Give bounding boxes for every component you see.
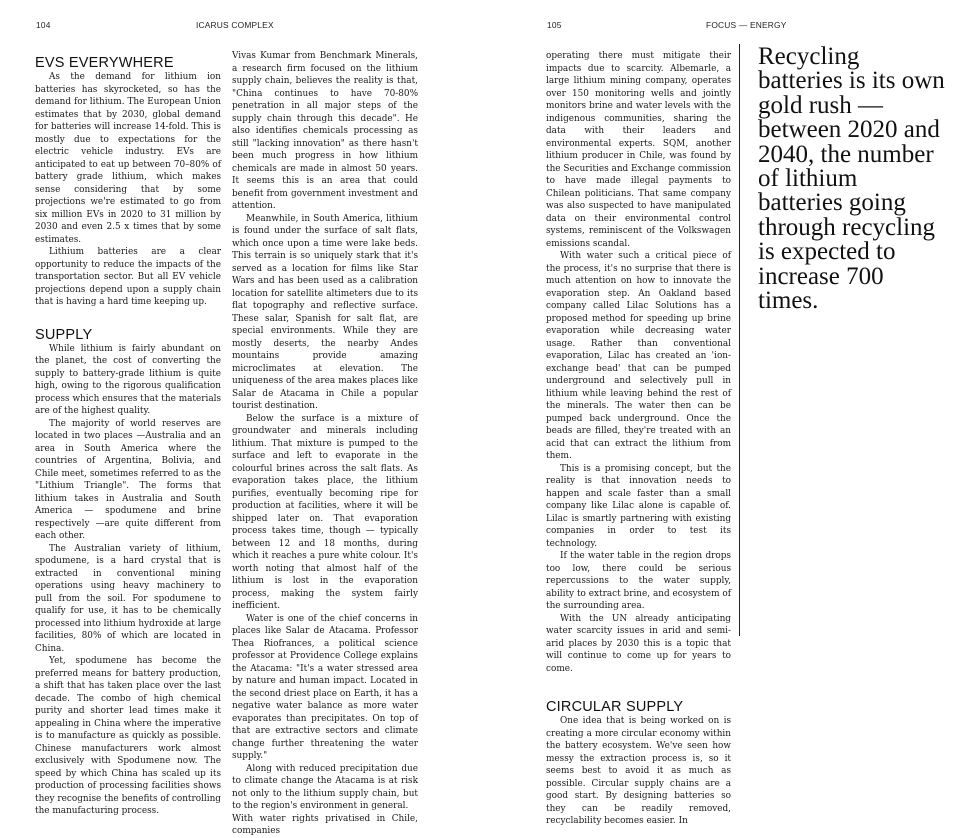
- section-heading-circular-supply: CIRCULAR SUPPLY: [546, 699, 684, 715]
- left-page: [0, 0, 481, 836]
- paragraph: The Australian variety of lithium, spodumene, is a hard crystal that is extracted in conventional mining operations using heavy machinery to pull from the soil. For spodumene to qualify for use, it has to be chemically processed into lithium hydroxide at large facilities, 80% of which are located in China.: [35, 543, 221, 654]
- paragraph: With water such a critical piece of the process, it's no surprise that there is much attention on how to innovate the evaporation step. An Oakland based company called Lilac Solutions has a proposed method for speeding up brine evaporation while decreasing water usage. Rather than conventional evaporation, Lilac has created an 'ion-exchange bead' that can be pumped underground and selectively pull in lithium while leaving behind the rest of the minerals. The water then can be pumped back underground. Once the beads are filled, they're treated with an acid that can extract the lithium from them.: [546, 251, 731, 461]
- paragraph: Meanwhile, in South America, lithium is found under the surface of salt flats, which once upon a time were lake beds. This terrain is so uniquely stark that it's served as a location for films like Star Wars and has been used as a calibration location for satellite altimeters due to its flat topography and reflective surface. These salar, Spanish for salt flat, are special environments. While they are mostly deserts, the nearby Andes mountains provide amazing microclimates at elevation. The uniqueness of the area makes places like Salar de Atacama in Chile a popular tourist destination.: [232, 213, 418, 411]
- paragraph: operating there must mitigate their impacts due to scarcity. Albemarle, a large lithium mining company, operates over 150 monitoring wells and jointly monitors brine and water levels with the indigenous communities, sharing the data with their leaders and environmental experts. SQM, another lithium producer in Chile, was found by the Securities and Exchange commission to have made illegal payments to Chilean politicians. That same company was also suspected to have manipulated data on their environmental control systems, reminiscent of the Volkswagen emissions scandal.: [546, 51, 731, 249]
- right-column-1: [546, 50, 731, 826]
- paragraph: Below the surface is a mixture of groundwater and minerals including lithium. That mixture is pumped to the surface and left to evaporate in the colourful brines across the salt flats. As evaporation takes place, the lithium purifies, eventually becoming ripe for production at facilities, where it will be shipped later on. That evaporation process takes time, though — typically between 12 and 18 months, during which it reaches a pure white colour. It's worth noting that almost half of the lithium is lost in the evaporation process, making the system fairly inefficient.: [232, 413, 418, 611]
- page-number-left: 104: [36, 20, 51, 30]
- running-head-right: FOCUS — ENERGY: [706, 20, 787, 30]
- pull-quote: Recycling batteries is its own gold rush — between 2020 and 2040, the number of lithium batteries going through recycling is expected to increase 700 times.: [758, 43, 945, 315]
- paragraph: This is a promising concept, but the reality is that innovation needs to happen and scale faster than a small company like Lilac alone is capable of. Lilac is smartly partnering with existing companies in order to test its technology.: [546, 463, 731, 549]
- paragraph: One idea that is being worked on is creating a more circular economy within the battery ecosystem. We've seen how messy the extraction process is, so it seems best to avoid it as much as possible. Circular supply chains are a good start. By designing batteries so they can be readily removed, recyclability becomes easier. In: [546, 716, 731, 826]
- pull-quote-divider: [739, 44, 740, 636]
- paragraph: Along with reduced precipitation due to climate change the Atacama is at risk not only to the lithium supply chain, but to the region's environment in general.: [232, 763, 418, 811]
- paragraph: If the water table in the region drops too low, there could be serious repercussions to the water supply, ability to extract brine, and ecosystem of the surrounding area.: [546, 551, 731, 611]
- paragraph: Lithium batteries are a clear opportunity to reduce the impacts of the transportation sector. But all EV vehicle projections depend upon a supply chain that is having a hard time keeping up.: [35, 247, 221, 307]
- left-column-1: [35, 55, 221, 816]
- paragraph: With water rights privatised in Chile, companies: [232, 813, 418, 836]
- page-number-right: 105: [547, 20, 562, 30]
- paragraph: With the UN already anticipating water scarcity issues in arid and semi-arid places by 2030 this is a topic that will continue to come up for years to come.: [546, 613, 731, 674]
- section-heading-supply: SUPPLY: [35, 326, 93, 343]
- paragraph: As the demand for lithium ion batteries has skyrocketed, so has the demand for lithium. The European Union estimates that by 2030, global demand for batteries will increase 14-fold. This is mostly due to expectations for the electric vehicle industry. EVs are anticipated to eat up between 70–80% of battery grade lithium, which makes sense considering that by some projections we're estimated to go from six million EVs in 2020 to 31 million by 2030 and even 2.5 x times that by some estimates.: [35, 72, 221, 245]
- paragraph: While lithium is fairly abundant on the planet, the cost of converting the supply to battery-grade lithium is quite high, owing to the rigorous qualification process which ensures that the materials are of the highest quality.: [35, 343, 221, 416]
- left-column-2: [232, 50, 418, 836]
- section-heading-evs-everywhere: EVS EVERYWHERE: [35, 55, 174, 71]
- paragraph: Yet, spodumene has become the preferred means for battery production, a shift that has taken place over the last decade. The combo of high chemical purity and shorter lead times make it appealing in China where the imperative is to manufacture as quickly as possible. Chinese manufacturers work almost exclusively with Spodumene now. The speed by which China has scaled up its production of processing facilities shows they recognise the benefits of controlling the manufacturing process.: [35, 656, 221, 816]
- running-head-left: ICARUS COMPLEX: [196, 20, 274, 30]
- paragraph: The majority of world reserves are located in two places —Australia and an area in South America where the countries of Argentina, Bolivia, and Chile meet, sometimes referred to as the "Lithium Triangle". The forms that lithium takes in Australia and South America — spodumene and brine respectively —are quite different from each other.: [35, 418, 221, 541]
- paragraph: Water is one of the chief concerns in places like Salar de Atacama. Professor Thea Riofrances, a political science professor at Providence College explains the Atacama: "It's a water stressed area by nature and human impact. Located in the second driest place on Earth, it has a negative water balance as more water evaporates than precipitates. On top of that are extractive sectors and climate change further threatening the water supply.": [232, 613, 418, 761]
- paragraph: Vivas Kumar from Benchmark Minerals, a research firm focused on the lithium supply chain, believes the reality is that, "China continues to have 70-80% penetration in all major steps of the supply chain through this decade". He also identifies chemicals processing as still "lacking innovation" as there hasn't been much progress in how lithium chemicals are made in almost 50 years. It seems this is an area that could benefit from government investment and attention.: [232, 51, 418, 211]
